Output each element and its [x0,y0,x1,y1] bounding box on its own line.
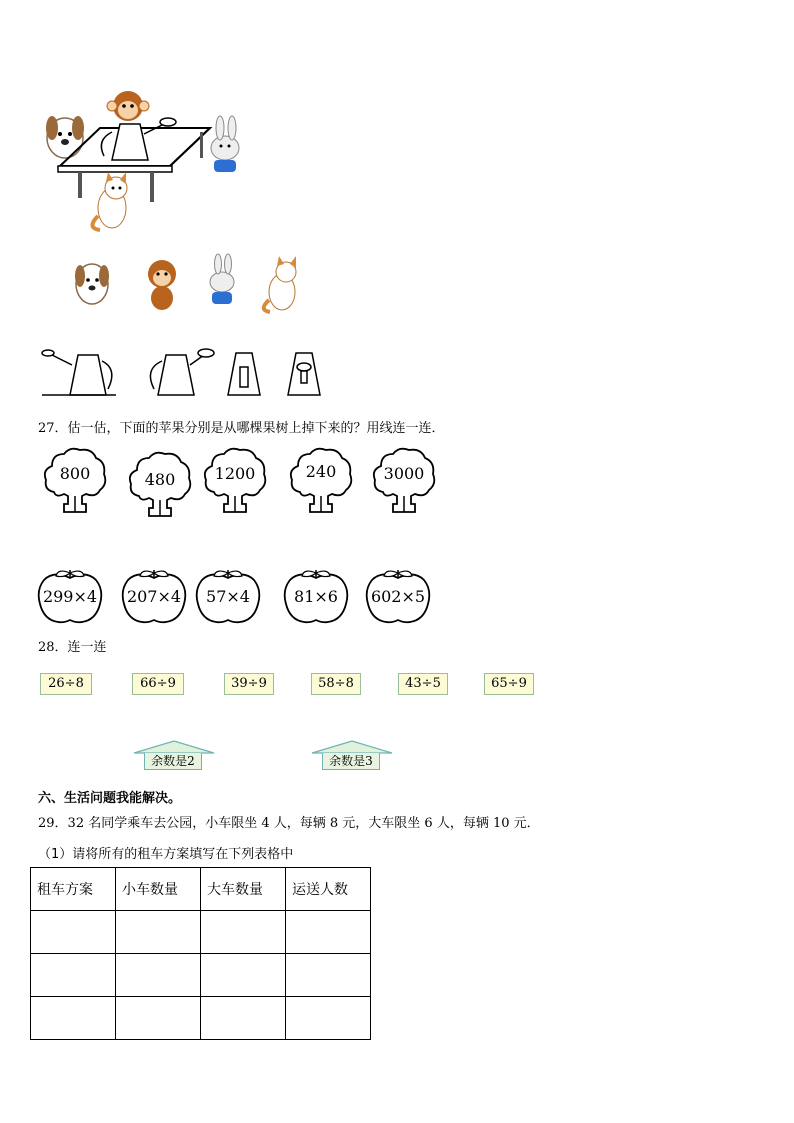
remainder-label: 余数是2 [144,753,202,770]
tree-number: 800 [59,464,91,483]
table-header: 大车数量 [201,868,286,911]
table-cell[interactable] [116,911,201,954]
table-row [31,954,371,997]
apple [364,568,432,624]
roof-shape [132,740,216,754]
apple-row [36,568,436,624]
rental-plan-table [30,867,371,1040]
question-29-sub1: （1）请将所有的租车方案填写在下列表格中 [38,847,294,862]
table-cell[interactable] [116,997,201,1040]
tree-number: 240 [305,462,337,481]
table-header-row [31,868,371,911]
table-header: 租车方案 [31,868,116,911]
table-row [31,997,371,1040]
section-heading: 六、生活问题我能解决。 [38,791,182,806]
apple [194,568,262,624]
can-view-1 [42,350,116,395]
can-view-3 [228,353,260,395]
equation-box: 43÷5 [398,673,448,695]
table-header: 小车数量 [116,868,201,911]
apple [282,568,350,624]
table-cell[interactable] [201,911,286,954]
can-view-4 [288,353,320,395]
equation-box: 66÷9 [132,673,184,695]
table-cell[interactable] [31,911,116,954]
table-header: 运送人数 [286,868,371,911]
monkey-icon [107,91,149,121]
remainder-label: 余数是3 [322,753,380,770]
tree [127,450,193,522]
view-shapes [40,345,340,397]
rabbit-icon [210,254,234,304]
apple-expression: 207×4 [126,587,182,606]
table-cell[interactable] [201,997,286,1040]
apple [36,568,104,624]
tree [288,446,354,518]
equation-box: 65÷9 [484,673,534,695]
table-cell[interactable] [31,954,116,997]
cat-icon [264,256,296,312]
tree-row [42,446,442,518]
animal-row [70,252,310,316]
table-cell[interactable] [31,997,116,1040]
tree [42,446,108,518]
apple-expression: 57×4 [206,587,250,606]
equation-box: 58÷8 [311,673,361,695]
cat-icon [92,172,127,230]
table-cell[interactable] [116,954,201,997]
question-27: 27．估一估，下面的苹果分别是从哪棵果树上掉下来的？用线连一连． [38,421,445,436]
table-cell[interactable] [286,997,371,1040]
tree-icon [288,446,354,518]
table-cell[interactable] [286,911,371,954]
tree-number: 3000 [383,464,425,483]
question-29: 29．32 名同学乘车去公园，小车限坐 4 人，每辆 8 元，大车限坐 6 人，每辆 10 元． [38,816,540,831]
tree-number: 1200 [214,464,256,483]
apple-expression: 602×5 [370,587,426,606]
scene-illustration [40,88,260,238]
equation-box: 26÷8 [40,673,92,695]
table-cell[interactable] [201,954,286,997]
dog-icon [75,264,109,304]
rabbit-icon [211,116,239,172]
apple-expression: 81×6 [294,587,338,606]
tree [371,446,437,518]
equation-box: 39÷9 [224,673,274,695]
table-cell[interactable] [286,954,371,997]
apple-expression: 299×4 [42,587,98,606]
tree-number: 480 [144,470,176,489]
monkey-icon [148,260,176,310]
table-row [31,911,371,954]
apple [120,568,188,624]
can-view-2 [150,349,214,395]
question-28: 28．连一连 [38,640,107,655]
roof-shape [310,740,394,754]
dog-icon [46,116,84,158]
tree [202,446,268,518]
